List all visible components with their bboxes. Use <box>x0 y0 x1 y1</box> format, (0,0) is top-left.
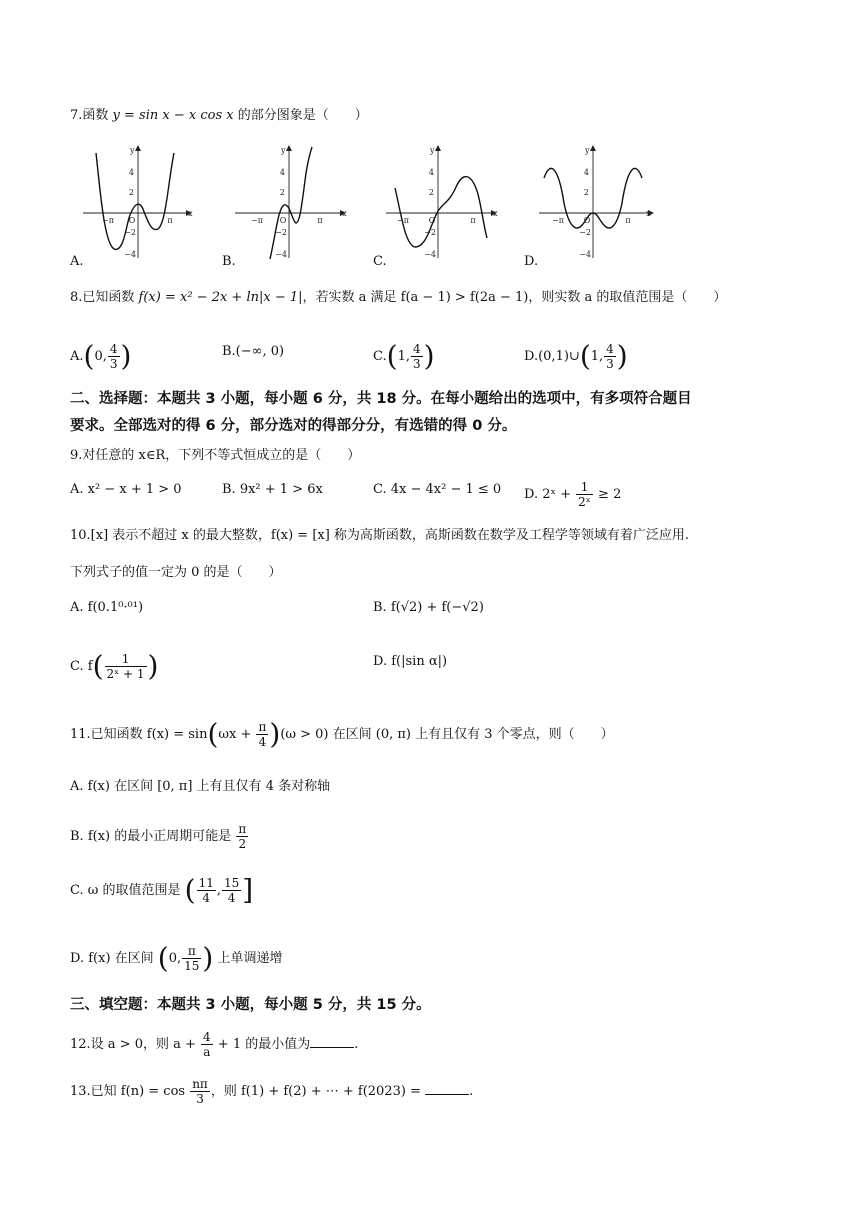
tick-label-y: −2 <box>124 228 136 237</box>
graph-option-c <box>383 143 498 263</box>
tick-label-x: π <box>167 216 173 225</box>
tick-label-y: −4 <box>579 250 591 259</box>
axis-label-y: y <box>430 146 435 155</box>
q9-option-a[interactable]: A. x² − x + 1 > 0 <box>70 482 182 497</box>
q11-option-a[interactable]: A. f(x) 在区间 [0, π] 上有且仅有 4 条对称轴 <box>70 779 331 794</box>
graph-a-svg <box>78 143 193 263</box>
q7-option-c[interactable]: C. <box>373 254 387 269</box>
section-2-heading-line1: 二、选择题：本题共 3 小题，每小题 6 分，共 18 分。在每小题给出的选项中，有多项符合题目 <box>70 391 692 407</box>
tick-label-x: π <box>470 216 476 225</box>
q8-option-c[interactable]: C.(1, $\frac{4}{3}$ ) <box>373 339 435 373</box>
fraction: $\frac{4}{3}$ <box>412 342 421 371</box>
graph-option-d <box>536 143 656 263</box>
tick-label-origin: O <box>428 216 436 225</box>
axis-label-y: y <box>281 146 286 155</box>
q7-option-a[interactable]: A. <box>70 254 84 269</box>
section-2-heading-line2: 要求。全部选对的得 6 分，部分选对的得部分分，有选错的得 0 分。 <box>70 418 517 434</box>
fraction: $\frac{11}{4}$ <box>198 876 214 905</box>
q10-option-a[interactable]: A. f(0.1⁰·⁰¹) <box>70 600 144 615</box>
tick-label-y: −2 <box>579 228 591 237</box>
q11-option-d[interactable]: D. f(x) 在区间 (0, $\frac{\pi}{15}$ ) 上单调递增 <box>70 941 283 975</box>
q7-option-d[interactable]: D. <box>524 254 539 269</box>
section-3-heading: 三、填空题：本题共 3 小题，每小题 5 分，共 15 分。 <box>70 997 431 1013</box>
q7-stem: 7.函数 y = sin x − x cos x 的部分图象是（ ） <box>70 108 368 123</box>
tick-label-y: 4 <box>583 168 589 177</box>
axis-label-x: x <box>342 209 347 218</box>
q11-stem: 11.已知函数 f(x) = sin(ωx + $\frac{\pi}{4}$ )(ω > 0) 在区间 (0, π) 上有且仅有 3 个零点，则（ ） <box>70 717 614 751</box>
axis-label-x: x <box>188 209 193 218</box>
tick-label-origin: O <box>128 216 136 225</box>
q11-option-b[interactable]: B. f(x) 的最小正周期可能是 $\frac{\pi}{2}$ <box>70 822 247 851</box>
tick-label-y: 4 <box>279 168 285 177</box>
tick-label-y: 2 <box>583 188 589 197</box>
q8-option-d[interactable]: D.(0,1)∪(1, $\frac{4}{3}$ ) <box>524 339 628 373</box>
tick-label-y: 2 <box>128 188 134 197</box>
tick-label-y: −4 <box>275 250 287 259</box>
graph-option-b <box>232 143 347 263</box>
q10-option-b[interactable]: B. f(√2) + f(−√2) <box>373 600 484 615</box>
q7-option-b[interactable]: B. <box>222 254 236 269</box>
fraction: $\frac{\pi}{15}$ <box>184 944 200 973</box>
q10-stem-line1: 10.[x] 表示不超过 x 的最大整数，f(x) = [x] 称为高斯函数，高斯函数在数学及工程学等领域有着广泛应用. <box>70 528 690 543</box>
tick-label-y: 2 <box>279 188 285 197</box>
q8-stem: 8.已知函数 f(x) = x² − 2x + ln|x − 1|，若实数 a 满足 f(a − 1) > f(2a − 1)，则实数 a 的取值范围是（ ） <box>70 290 727 305</box>
tick-label-x: −π <box>552 216 564 225</box>
fraction: $\frac{4}{3}$ <box>109 342 118 371</box>
tick-label-y: −2 <box>275 228 287 237</box>
tick-label-y: −4 <box>124 250 136 259</box>
graph-option-a <box>78 143 193 263</box>
axis-label-y: y <box>585 146 590 155</box>
q9-option-b[interactable]: B. 9x² + 1 > 6x <box>222 482 323 497</box>
q12-answer-blank[interactable] <box>310 1035 354 1048</box>
graph-b-svg <box>232 143 347 263</box>
axis-label-x: x <box>493 209 498 218</box>
graph-d-svg <box>536 143 656 263</box>
q11-option-c[interactable]: C. ω 的取值范围是 ( $\frac{11}{4}$ , $\frac{15}{4}$ ] <box>70 873 254 907</box>
q9-option-d[interactable]: D. 2ˣ + $\frac{1}{\text{2ˣ}}$ ≥ 2 <box>524 480 622 509</box>
tick-label-y: 4 <box>428 168 434 177</box>
q13-stem: 13.已知 f(n) = cos $\frac{n\pi}{3}$ ，则 f(1) + f(2) + ⋯ + f(2023) = . <box>70 1077 474 1106</box>
fraction: $\frac{4}{3}$ <box>606 342 614 371</box>
tick-label-x: −π <box>397 216 409 225</box>
tick-label-y: 4 <box>128 168 134 177</box>
tick-label-x: π <box>625 216 631 225</box>
fraction: $\frac{n\pi}{3}$ <box>192 1077 208 1106</box>
q9-option-c[interactable]: C. 4x − 4x² − 1 ≤ 0 <box>373 482 502 497</box>
q10-option-c[interactable]: C. f( $\frac{1}{\text{2ˣ + 1}}$ ) <box>70 649 159 683</box>
tick-label-origin: O <box>583 216 591 225</box>
axis-label-y: y <box>130 146 135 155</box>
fraction: $\frac{15}{4}$ <box>223 876 240 905</box>
q8-option-a[interactable]: A.(0, $\frac{4}{3}$ ) <box>70 339 132 373</box>
fraction: $\frac{1}{\text{2ˣ + 1}}$ <box>106 652 145 681</box>
q10-stem-line2: 下列式子的值一定为 0 的是（ ） <box>70 565 282 580</box>
tick-label-y: 2 <box>428 188 434 197</box>
q13-answer-blank[interactable] <box>425 1082 469 1095</box>
fraction: $\frac{1}{\text{2ˣ}}$ <box>578 480 591 509</box>
q9-stem: 9.对任意的 x∈R，下列不等式恒成立的是（ ） <box>70 448 361 463</box>
q8-option-b[interactable]: B.(−∞, 0) <box>222 344 285 359</box>
graph-c-svg <box>383 143 498 263</box>
fraction: $\frac{\pi}{4}$ <box>258 720 267 749</box>
tick-label-y: −2 <box>424 228 436 237</box>
tick-label-x: π <box>317 216 323 225</box>
tick-label-x: −π <box>102 216 114 225</box>
tick-label-origin: O <box>279 216 287 225</box>
tick-label-x: −π <box>251 216 263 225</box>
fraction: $\frac{\pi}{2}$ <box>238 822 247 851</box>
axis-label-x: x <box>646 209 651 218</box>
fraction: $\frac{4}{a}$ <box>203 1030 211 1059</box>
q12-stem: 12.设 a > 0，则 a + $\frac{4}{a}$ + 1 的最小值为 . <box>70 1030 359 1059</box>
q10-option-d[interactable]: D. f(|sin α|) <box>373 654 448 669</box>
tick-label-y: −4 <box>424 250 436 259</box>
